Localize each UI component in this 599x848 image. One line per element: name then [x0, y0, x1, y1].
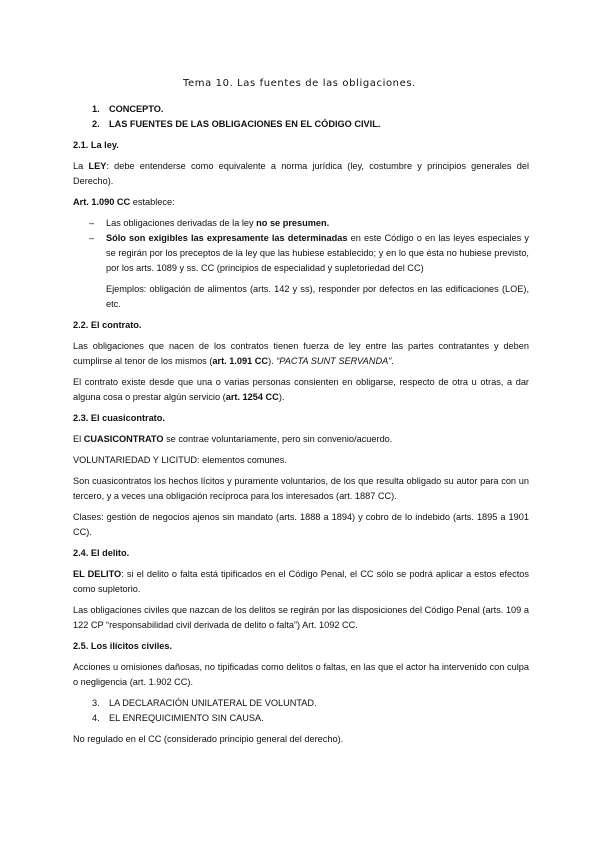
paragraph: EL DELITO: si el delito o falta está tipificados en el Código Penal, el CC sólo se podrá aplicar a estos efectos como supletorio. [73, 569, 529, 594]
paragraph: Art. 1.090 CC establece: [73, 197, 175, 207]
section-heading-delito: 2.4. El delito. [73, 548, 130, 558]
page-title: Tema 10. Las fuentes de las obligaciones. [183, 78, 416, 89]
footer-note: No regulado en el CC (considerado principio general del derecho). [73, 734, 344, 744]
list-item: 4. EL ENREQUICIMIENTO SIN CAUSA. [92, 713, 264, 723]
paragraph: La LEY: debe entenderse como equivalente a norma jurídica (ley, costumbre y principios generales del Derecho). [73, 161, 529, 186]
paragraph: El contrato existe desde que una o varias personas consienten en obligarse, respecto de otra u otras, a dar alguna cosa o prestar algún servicio (art. 1254 CC). [73, 377, 529, 402]
list-item: 3. LA DECLARACIÓN UNILATERAL DE VOLUNTAD. [92, 698, 317, 708]
section-heading-cuasicontrato: 2.3. El cuasicontrato. [73, 413, 165, 423]
paragraph: Son cuasicontratos los hechos lícitos y puramente voluntarios, de los que resulta obligado su autor para con un tercero, y a veces una obligación recíproca para los interesados (art. 1887 CC). [73, 476, 529, 501]
paragraph: Las obligaciones civiles que nazcan de los delitos se regirán por las disposiciones del Código Penal (arts. 109 a 122 CP “responsabilidad civil derivada de delito o falta”) Art. 1092 CC. [73, 605, 529, 630]
list-item: – Sólo son exigibles las expresamente las determinadas en este Código o en las leyes especiales y se regirán por los preceptos de la ley que las hubiese establecido; y en lo que ésta no hubiese previsto, por los arts. 1089 y ss. CC (principios de especialidad y supletoriedad del CC) [89, 233, 529, 273]
section-heading-ley: 2.1. La ley. [73, 140, 119, 150]
section-heading-ilicitos: 2.5. Los ilícitos civiles. [73, 641, 173, 651]
bottom-numbered-list [73, 696, 529, 726]
paragraph: Clases: gestión de negocios ajenos sin mandato (arts. 1888 a 1894) y cobro de lo indebido (arts. 1895 a 1901 CC). [73, 512, 529, 537]
paragraph: Acciones u omisiones dañosas, no tipificadas como delitos o faltas, en las que el actor ha intervenido con culpa o negligencia (art. 1.902 CC). [73, 662, 529, 687]
examples-paragraph: Ejemplos: obligación de alimentos (arts. 142 y ss), responder por defectos en las edificaciones (LOE), etc. [106, 284, 529, 309]
list-item: 1. CONCEPTO. [92, 104, 164, 114]
section-heading-contrato: 2.2. El contrato. [73, 320, 142, 330]
dash-list [73, 216, 529, 276]
paragraph: VOLUNTARIEDAD Y LICITUD: elementos comunes. [73, 455, 287, 465]
paragraph: El CUASICONTRATO se contrae voluntariamente, pero sin convenio/acuerdo. [73, 434, 393, 444]
list-item: 2. LAS FUENTES DE LAS OBLIGACIONES EN EL CÓDIGO CIVIL. [92, 119, 381, 129]
document-body [73, 102, 529, 753]
top-numbered-list [73, 102, 529, 132]
list-item: – Las obligaciones derivadas de la ley no se presumen. [89, 218, 330, 228]
paragraph: Las obligaciones que nacen de los contratos tienen fuerza de ley entre las partes contratantes y deben cumplirse al tenor de los mismos (art. 1.091 CC). “PACTA SUNT SERVANDA”. [73, 341, 529, 366]
